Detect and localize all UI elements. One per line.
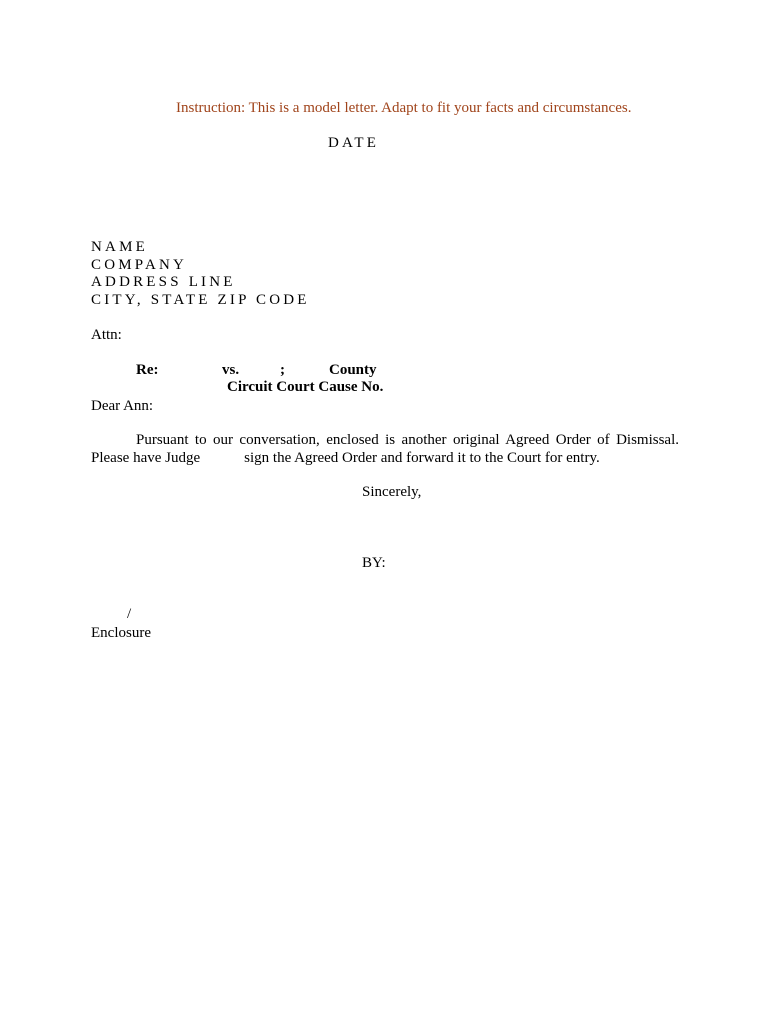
recipient-city-state-zip: CITY, STATE ZIP CODE (91, 292, 310, 308)
enclosure-label: Enclosure (91, 625, 151, 641)
recipient-address-line: ADDRESS LINE (91, 274, 236, 290)
vs-label: vs. (222, 362, 240, 378)
attn-label: Attn: (91, 327, 122, 343)
salutation: Dear Ann: (91, 398, 154, 414)
recipient-company: COMPANY (91, 257, 188, 273)
body-text-part1: Pursuant to our conversation, enclosed is another original Agreed Order of Dismissal. Please have Judge (91, 432, 679, 466)
re-semicolon: ; (280, 362, 285, 378)
instruction-note: Instruction: This is a model letter. Adapt to fit your facts and circumstances. (176, 100, 632, 116)
initials-separator: / (127, 606, 132, 622)
cause-number-label: Circuit Court Cause No. (227, 379, 384, 395)
county-label: County (329, 362, 377, 378)
re-label: Re: (136, 362, 159, 378)
date-placeholder: DATE (328, 135, 380, 151)
body-text-part2: sign the Agreed Order and forward it to the Court for entry. (244, 450, 600, 466)
signature-by-label: BY: (362, 555, 386, 571)
closing: Sincerely, (362, 484, 422, 500)
body-paragraph (91, 431, 679, 467)
recipient-name: NAME (91, 239, 148, 255)
